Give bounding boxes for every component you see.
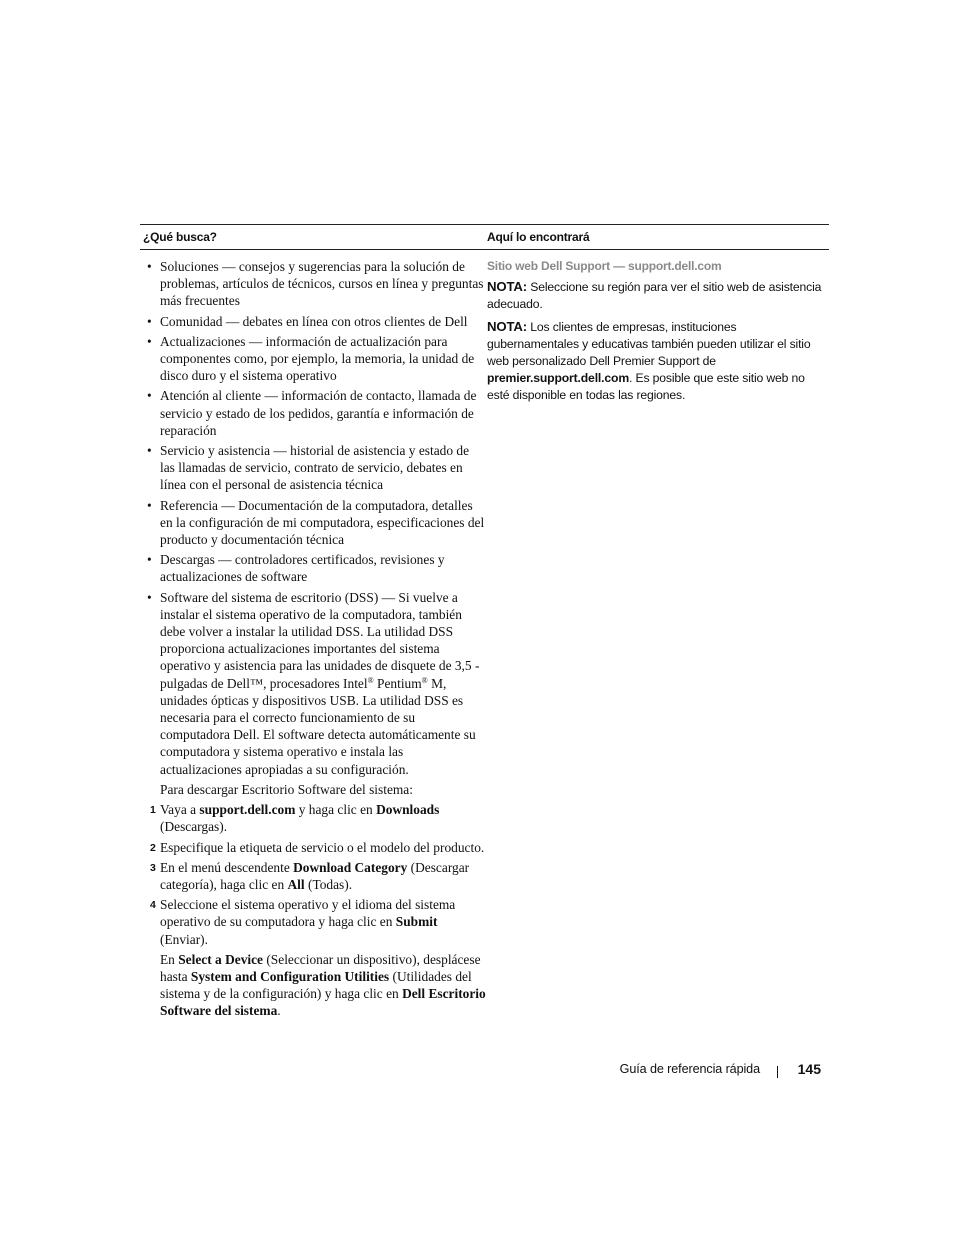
- step-item: [144, 839, 487, 856]
- note-label: NOTA:: [487, 318, 528, 334]
- note-text: Los clientes de empresas, instituciones gubernamentales y educativas también pueden utilizar el sitio web personalizado Dell Premier Support de: [487, 319, 811, 369]
- dss-text-2: Pentium: [373, 675, 422, 691]
- list-item: • Soluciones — consejos y sugerencias para la solución de problemas, artículos de técnicos, cursos en línea y preguntas más frecuentes: [144, 258, 487, 310]
- note-label: NOTA:: [487, 279, 528, 295]
- note-region: [487, 278, 829, 313]
- list-item: • Referencia — Documentación de la computadora, detalles en la configuración de mi computadora, especificaciones del producto y documentación técnica: [144, 497, 487, 549]
- registered-mark: ®: [367, 675, 374, 685]
- step-number: 2: [150, 841, 156, 854]
- list-item: • Actualizaciones — información de actualización para componentes como, por ejemplo, la memoria, la unidad de disco duro y el sistema operativo: [144, 333, 487, 385]
- step-text: (Descargas).: [160, 819, 228, 835]
- page-number: 145: [797, 1061, 821, 1077]
- support-link[interactable]: support.dell.com: [199, 802, 296, 818]
- step-text: En el menú descendente: [160, 859, 294, 875]
- step-number: 3: [150, 861, 156, 874]
- footer-divider: [777, 1066, 778, 1078]
- page-footer: [560, 1060, 822, 1080]
- system-utilities-label: System and Configuration Utilities: [190, 968, 390, 984]
- note-premier: [487, 318, 829, 405]
- all-label: All: [287, 876, 305, 892]
- step-text: (Todas).: [304, 876, 353, 892]
- topics-list: [144, 258, 487, 778]
- support-table: [140, 224, 829, 1023]
- step-text: Seleccione el sistema operativo y el idioma del sistema operativo de su computadora y haga clic en: [160, 897, 456, 930]
- step-item: [144, 896, 487, 948]
- step-number: 4: [150, 899, 156, 912]
- premier-support-link[interactable]: premier.support.dell.com: [487, 371, 630, 386]
- note-text: Seleccione su región para ver el sitio web de asistencia adecuado.: [487, 280, 822, 312]
- download-intro: Para descargar Escritorio Software del sistema:: [160, 781, 413, 797]
- table-header-row: [140, 225, 829, 249]
- footer-title: Guía de referencia rápida: [619, 1062, 760, 1076]
- support-site-heading: Sitio web Dell Support — support.dell.com: [487, 259, 722, 273]
- submit-label: Submit: [395, 914, 438, 930]
- step-text: Vaya a: [160, 802, 200, 818]
- download-category-label: Download Category: [293, 859, 408, 875]
- para-text: .: [277, 1003, 281, 1019]
- list-item-dss: [144, 589, 487, 778]
- list-item: • Servicio y asistencia — historial de asistencia y estado de las llamadas de servicio, contrato de servicio, debates en línea con el personal de asistencia técnica: [144, 442, 487, 494]
- step-text: (Descargar categoría), haga clic en: [160, 859, 470, 892]
- para-text: En: [160, 951, 179, 967]
- step-text: y haga clic en: [295, 802, 377, 818]
- registered-mark: ®: [421, 675, 428, 685]
- step-text: Especifique la etiqueta de servicio o el modelo del producto.: [160, 839, 485, 855]
- list-item: • Descargas — controladores certificados, revisiones y actualizaciones de software: [144, 551, 487, 585]
- dss-text-3: M, unidades ópticas y dispositivos USB. La utilidad DSS es necesaria para el correcto funcionamiento de su computadora Dell. El software detecta automáticamente su computadora y sistema operativo e instala las actualizaciones apropiadas a su configuración.: [160, 675, 476, 777]
- para-text: (Utilidades del sistema y de la configuración) y haga clic en: [160, 968, 472, 1002]
- left-cell: [140, 258, 487, 1023]
- list-item: • Comunidad — debates en línea con otros clientes de Dell: [144, 313, 487, 330]
- step-text: (Enviar).: [160, 931, 208, 947]
- step-item: [144, 801, 487, 835]
- dss-text-1: Software del sistema de escritorio (DSS) — Si vuelve a instalar el sistema operativo de la computadora, también debe volver a instalar la utilidad DSS. La utilidad DSS proporciona actualizaciones importantes del sistema operativo y asistencia para las unidades de disquete de 3,5 -pulgadas de Dell™, procesadores Intel: [160, 589, 480, 691]
- step-item: [144, 859, 487, 893]
- list-item: • Atención al cliente — información de contacto, llamada de servicio y estado de los pedidos, garantía e información de reparación: [144, 387, 487, 439]
- para-text: (Seleccionar un dispositivo), desplácese hasta: [160, 951, 481, 984]
- downloads-label: Downloads: [376, 802, 440, 818]
- note-text: . Es posible que este sitio web no esté disponible en todas las regiones.: [487, 371, 805, 403]
- right-cell: [487, 258, 829, 1023]
- dss-software-label: Dell Escritorio Software del sistema: [160, 986, 486, 1019]
- step-number: 1: [150, 804, 156, 817]
- final-instructions: [144, 951, 487, 1020]
- header-where-found: Aquí lo encontrará: [487, 230, 590, 244]
- select-device-label: Select a Device: [178, 951, 263, 967]
- header-what-looking-for: ¿Qué busca?: [143, 230, 217, 244]
- download-steps: [144, 801, 487, 948]
- table-body-row: [140, 250, 829, 1023]
